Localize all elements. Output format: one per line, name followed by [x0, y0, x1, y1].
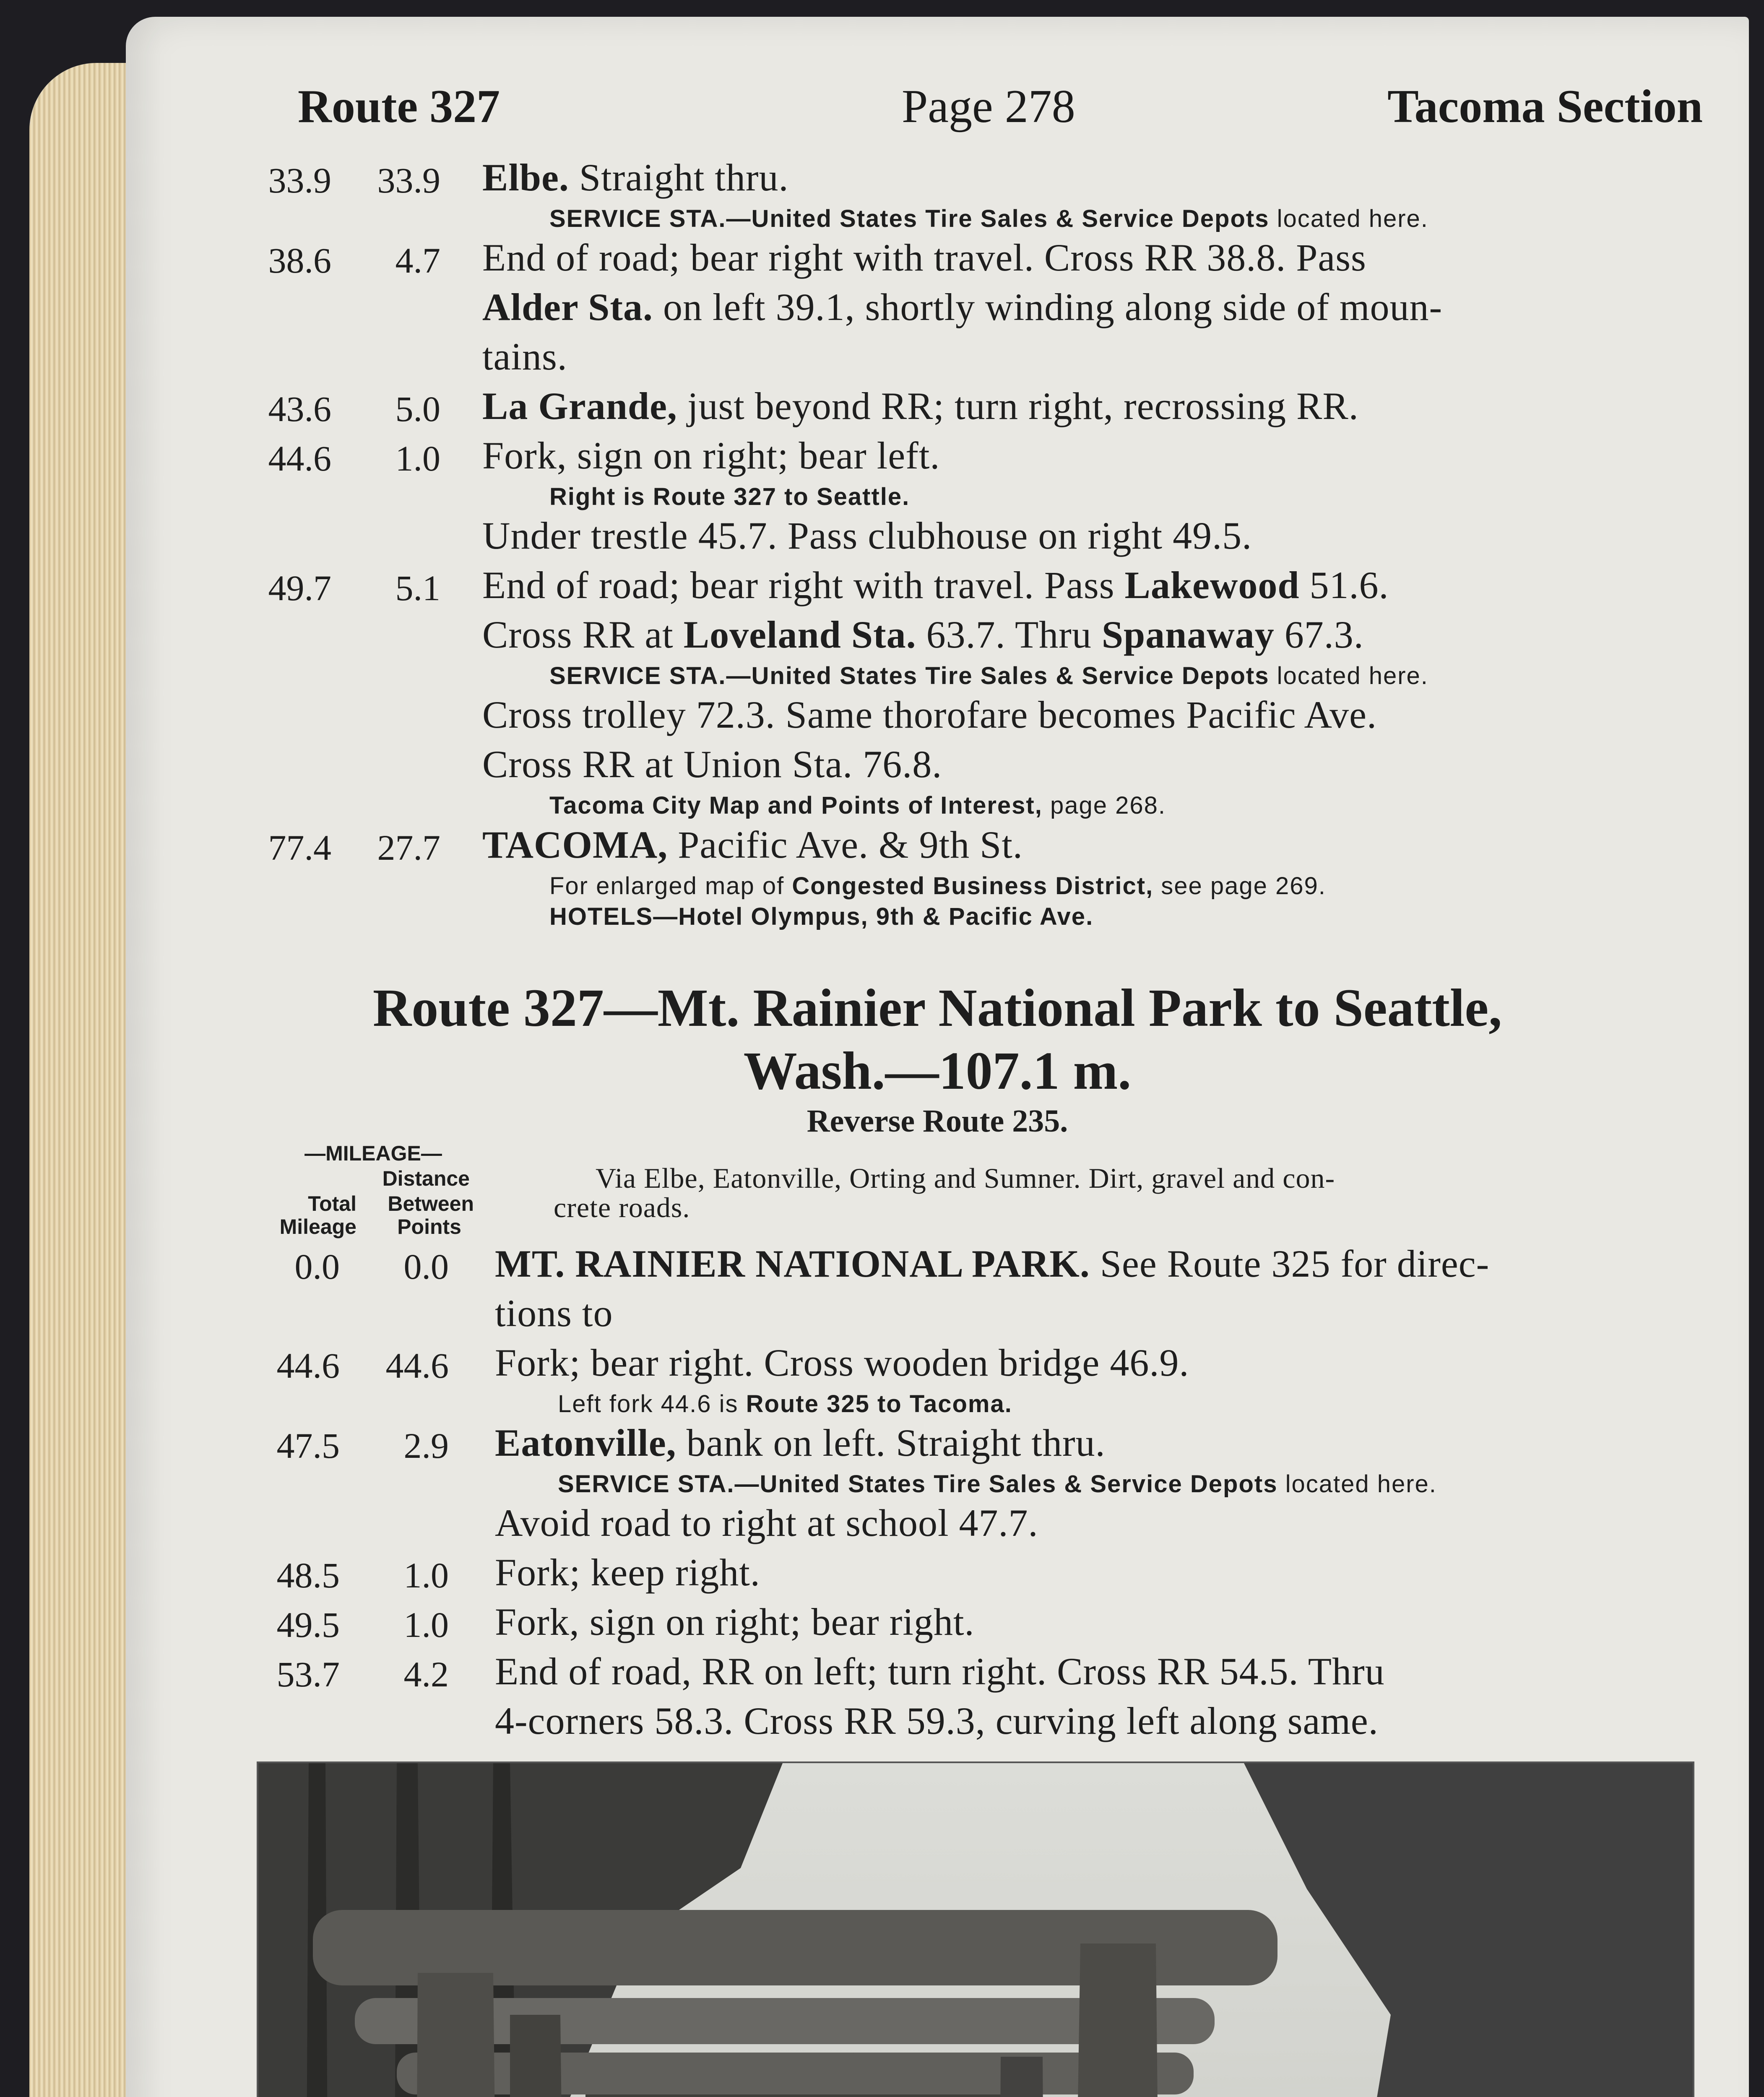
- mileage-total: 48.5: [276, 1555, 340, 1596]
- direction-fragment: End of road; bear right with travel. Pass: [482, 564, 1125, 607]
- route-entry-line: [126, 1699, 1749, 1745]
- direction-fragment: Cross trolley 72.3. Same thorofare becomes Pacific Ave.: [482, 693, 1377, 736]
- note-fragment: located here.: [1269, 662, 1428, 690]
- note-fragment: located here.: [1277, 1470, 1437, 1498]
- place-name: Lakewood: [1124, 564, 1300, 607]
- direction-fragment: Fork, sign on right; bear left.: [482, 434, 940, 477]
- route-title-line2: Wash.—107.1 m.: [743, 1041, 1132, 1101]
- note-emphasis: Right is Route 327 to Seattle.: [549, 483, 910, 511]
- direction-fragment: Avoid road to right at school 47.7.: [495, 1501, 1038, 1545]
- mileage-distance: 44.6: [385, 1345, 449, 1386]
- route-entry-line: [126, 1241, 1749, 1288]
- place-name: Spanaway: [1101, 613, 1275, 656]
- direction-fragment: 67.3.: [1274, 613, 1364, 656]
- direction-fragment: Pacific Ave. & 9th St.: [668, 823, 1023, 866]
- route-entry-line: [126, 1421, 1749, 1467]
- route-note-line: [126, 903, 1749, 949]
- mileage-between-label: Between: [388, 1192, 474, 1215]
- photo-illustration: [258, 1763, 1693, 2097]
- note-emphasis: SERVICE STA.—United States Tire Sales & Service Depots: [549, 662, 1270, 690]
- via-text-line2: crete roads.: [554, 1192, 690, 1223]
- route-entry-line: [126, 742, 1749, 788]
- mileage-total: 33.9: [268, 160, 331, 200]
- direction-text: [482, 384, 1359, 428]
- direction-fragment: Cross RR at Union Sta. 76.8.: [482, 743, 942, 786]
- mileage-total: 49.7: [268, 568, 331, 609]
- direction-text: [495, 1291, 613, 1335]
- mileage-points-label: Points: [397, 1215, 461, 1238]
- place-name: Loveland Sta.: [683, 613, 916, 656]
- service-note: [549, 205, 1428, 233]
- direction-text: [482, 513, 1252, 558]
- service-note: [549, 872, 1326, 900]
- direction-text: [495, 1421, 1106, 1465]
- place-name: Eatonville,: [495, 1421, 676, 1465]
- mileage-total: 53.7: [276, 1654, 340, 1695]
- place-name: MT. RAINIER NATIONAL PARK.: [495, 1242, 1090, 1285]
- note-fragment: Left fork 44.6 is: [558, 1390, 746, 1418]
- direction-fragment: End of road, RR on left; turn right. Cross RR 54.5. Thru: [495, 1650, 1385, 1693]
- mileage-total: 43.6: [268, 389, 331, 429]
- route-entry-line: [126, 1649, 1749, 1695]
- mileage-distance: 2.9: [403, 1426, 449, 1466]
- mileage-distance: 4.2: [403, 1654, 449, 1695]
- route-entry-line: [126, 1340, 1749, 1387]
- service-note: [558, 1390, 1012, 1418]
- service-note: [549, 791, 1166, 820]
- mileage-total: 0.0: [294, 1246, 340, 1287]
- note-emphasis: Tacoma City Map and Points of Interest,: [549, 792, 1043, 820]
- route-entry-line: [126, 563, 1749, 609]
- note-emphasis: Route 325 to Tacoma.: [746, 1390, 1012, 1418]
- mileage-total: 77.4: [268, 827, 331, 868]
- note-fragment: see page 269.: [1153, 872, 1326, 900]
- route-entry-line: [126, 1600, 1749, 1646]
- header-section: Tacoma Section: [1387, 81, 1703, 133]
- direction-fragment: just beyond RR; turn right, recrossing RR.: [677, 385, 1359, 428]
- mileage-total-label: Total: [308, 1192, 356, 1215]
- mileage-distance: 4.7: [395, 240, 440, 281]
- note-emphasis: HOTELS—Hotel Olympus, 9th & Pacific Ave.: [549, 903, 1094, 930]
- mileage-distance: 1.0: [403, 1555, 449, 1596]
- direction-text: [482, 742, 942, 786]
- header-route: Route 327: [298, 81, 500, 133]
- direction-text: [482, 235, 1366, 280]
- mileage-total: 47.5: [276, 1426, 340, 1466]
- direction-fragment: 51.6.: [1299, 564, 1389, 607]
- route-entry-line: [126, 1291, 1749, 1337]
- note-fragment: located here.: [1269, 205, 1428, 232]
- direction-fragment: Cross RR at: [482, 613, 684, 656]
- direction-text: [495, 1600, 975, 1644]
- note-fragment: For enlarged map of: [549, 872, 792, 900]
- note-fragment: page 268.: [1042, 792, 1166, 820]
- route-entry-line: [126, 285, 1749, 331]
- mileage-distance: 0.0: [403, 1246, 449, 1287]
- mileage-distance: 5.1: [395, 568, 440, 609]
- service-note: [549, 483, 910, 511]
- direction-fragment: See Route 325 for direc-: [1090, 1242, 1490, 1285]
- place-name: TACOMA,: [482, 823, 668, 866]
- route-entry-line: [126, 384, 1749, 430]
- reverse-route-note: Reverse Route 235.: [807, 1103, 1068, 1139]
- mileage-distance: 1.0: [395, 438, 440, 479]
- mileage-distance-label: Distance: [382, 1167, 470, 1190]
- direction-text: [495, 1550, 760, 1595]
- service-note: [558, 1470, 1437, 1498]
- route-entry-line: [126, 433, 1749, 479]
- mileage-distance: 33.9: [377, 160, 440, 200]
- direction-fragment: Fork; keep right.: [495, 1551, 760, 1594]
- mileage-distance: 27.7: [377, 827, 440, 868]
- mileage-total: 44.6: [276, 1345, 340, 1386]
- route-entry-line: [126, 612, 1749, 658]
- mileage-total: 49.5: [276, 1605, 340, 1645]
- route-entry-line: [126, 1501, 1749, 1547]
- direction-fragment: tions to: [495, 1292, 613, 1335]
- header-page-number: Page 278: [902, 81, 1075, 133]
- mileage-total: 38.6: [268, 240, 331, 281]
- route-entry-line: [126, 692, 1749, 739]
- direction-fragment: End of road; bear right with travel. Cross RR 38.8. Pass: [482, 236, 1366, 279]
- direction-text: [495, 1649, 1385, 1694]
- direction-fragment: 4-corners 58.3. Cross RR 59.3, curving left along same.: [495, 1699, 1379, 1743]
- note-emphasis: SERVICE STA.—United States Tire Sales & Service Depots: [549, 205, 1270, 232]
- note-emphasis: Congested Business District,: [792, 872, 1154, 900]
- direction-text: [495, 1501, 1038, 1545]
- service-note: [549, 903, 1093, 931]
- via-text-line1: Via Elbe, Eatonville, Orting and Sumner. Dirt, gravel and con-: [596, 1162, 1335, 1194]
- direction-fragment: Under trestle 45.7. Pass clubhouse on right 49.5.: [482, 514, 1252, 557]
- place-name: Alder Sta.: [482, 286, 653, 329]
- direction-text: [482, 334, 567, 379]
- direction-text: [495, 1241, 1489, 1286]
- place-name: La Grande,: [482, 385, 677, 428]
- place-name: Elbe.: [482, 156, 569, 199]
- route-entry-line: [126, 235, 1749, 281]
- direction-fragment: tains.: [482, 335, 567, 378]
- direction-fragment: Fork, sign on right; bear right.: [495, 1600, 975, 1644]
- mileage-mileage-label: Mileage: [279, 1215, 356, 1238]
- book-page: [126, 17, 1749, 2097]
- direction-fragment: 63.7. Thru: [916, 613, 1102, 656]
- direction-text: [495, 1699, 1379, 1743]
- direction-text: [482, 155, 788, 200]
- route-entry-line: [126, 155, 1749, 201]
- direction-text: [495, 1340, 1189, 1385]
- mileage-label: —MILEAGE—: [304, 1142, 442, 1165]
- mileage-total: 44.6: [268, 438, 331, 479]
- park-entrance-photo: [257, 1761, 1694, 2097]
- direction-text: [482, 822, 1023, 867]
- direction-text: [482, 563, 1389, 607]
- route-entry-line: [126, 822, 1749, 869]
- direction-fragment: bank on left. Straight thru.: [676, 1421, 1106, 1465]
- mileage-distance: 1.0: [403, 1605, 449, 1645]
- direction-text: [482, 433, 940, 478]
- service-note: [549, 662, 1428, 690]
- direction-fragment: on left 39.1, shortly winding along side of moun-: [653, 286, 1443, 329]
- note-emphasis: SERVICE STA.—United States Tire Sales & Service Depots: [558, 1470, 1278, 1498]
- route-entry-line: [126, 334, 1749, 380]
- direction-fragment: Straight thru.: [569, 156, 789, 199]
- route-entry-line: [126, 513, 1749, 559]
- route-title-line1: Route 327—Mt. Rainier National Park to Seattle,: [372, 978, 1502, 1038]
- route-entry-line: [126, 1550, 1749, 1596]
- direction-text: [482, 285, 1442, 329]
- direction-text: [482, 612, 1364, 657]
- mileage-distance: 5.0: [395, 389, 440, 429]
- direction-text: [482, 692, 1377, 737]
- direction-fragment: Fork; bear right. Cross wooden bridge 46.9.: [495, 1341, 1189, 1384]
